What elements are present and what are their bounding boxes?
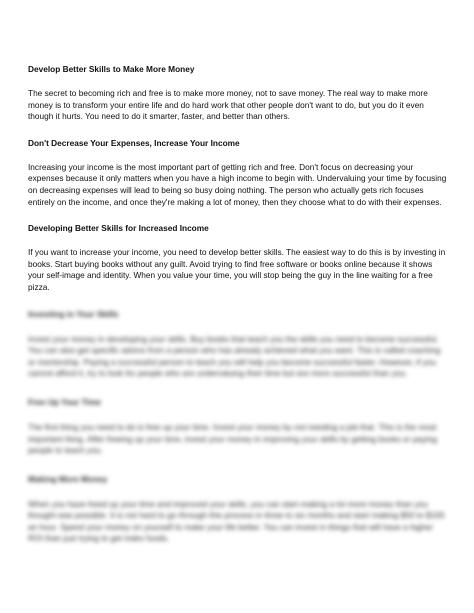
section-paragraph: If you want to increase your income, you need to develop better skills. The easiest way to do this is by investing in books. Start buying books without any guilt. Avoid trying to find free software or books online because it shows your self-image and identity. When you value your time, you will stop being the guy in the line waiting for a free pizza. bbox=[28, 247, 446, 292]
blurred-paragraph: When you have freed up your time and improved your skills, you can start making a lot more money than you thought was possible. It is not hard to go through this process in three to six months and start making $50 to $100 an hour. Spend your money on yourself to make your life better. You can invest in things that will have a higher ROI than just trying to get index funds. bbox=[28, 498, 445, 544]
section-paragraph: Increasing your income is the most important part of getting rich and free. Don't focus on decreasing your expenses because it only matters when you have a high income to begin with. Undervaluing your time by focusing on decreasing expenses will lead to being so busy doing nothing. The person who actually gets rich focuses entirely on the income, and once they're making a lot of money, then they choose what to do with their expenses. bbox=[28, 161, 447, 207]
blurred-heading: Free Up Your Time bbox=[28, 396, 101, 407]
section-heading: Develop Better Skills to Make More Money bbox=[28, 64, 195, 74]
blurred-heading: Investing in Your Skills bbox=[28, 308, 119, 319]
section-heading: Don't Decrease Your Expenses, Increase Your Income bbox=[28, 137, 240, 148]
blurred-heading: Making More Money bbox=[28, 473, 108, 484]
blurred-paragraph: Invest your money in developing your skills. Buy books that teach you the skills you need to become successful. You can also get specific advice from a person who has already achieved what you want. This is called coaching or mentorship. Paying a successful person to teach you will help you become successful faster. However, if you cannot afford it, try to look for people who are undervaluing their time but are more successful than you. bbox=[28, 333, 441, 379]
document-content bbox=[28, 64, 448, 562]
blurred-preview bbox=[28, 309, 448, 546]
section-heading: Developing Better Skills for Increased Income bbox=[28, 223, 209, 234]
section-paragraph: The secret to becoming rich and free is to make more money, not to save money. The real way to make more money is to transform your entire life and do hard work that other people don't want to do, but you do it even though it hurts. You need to do it smarter, faster, and better than others. bbox=[28, 88, 428, 122]
blurred-paragraph: The first thing you need to do is free up your time. Invest your money by not needing a job that. This is the most important thing. After freeing up your time, invest your money in improving your skills by getting books or paying people to teach you. bbox=[28, 421, 438, 456]
